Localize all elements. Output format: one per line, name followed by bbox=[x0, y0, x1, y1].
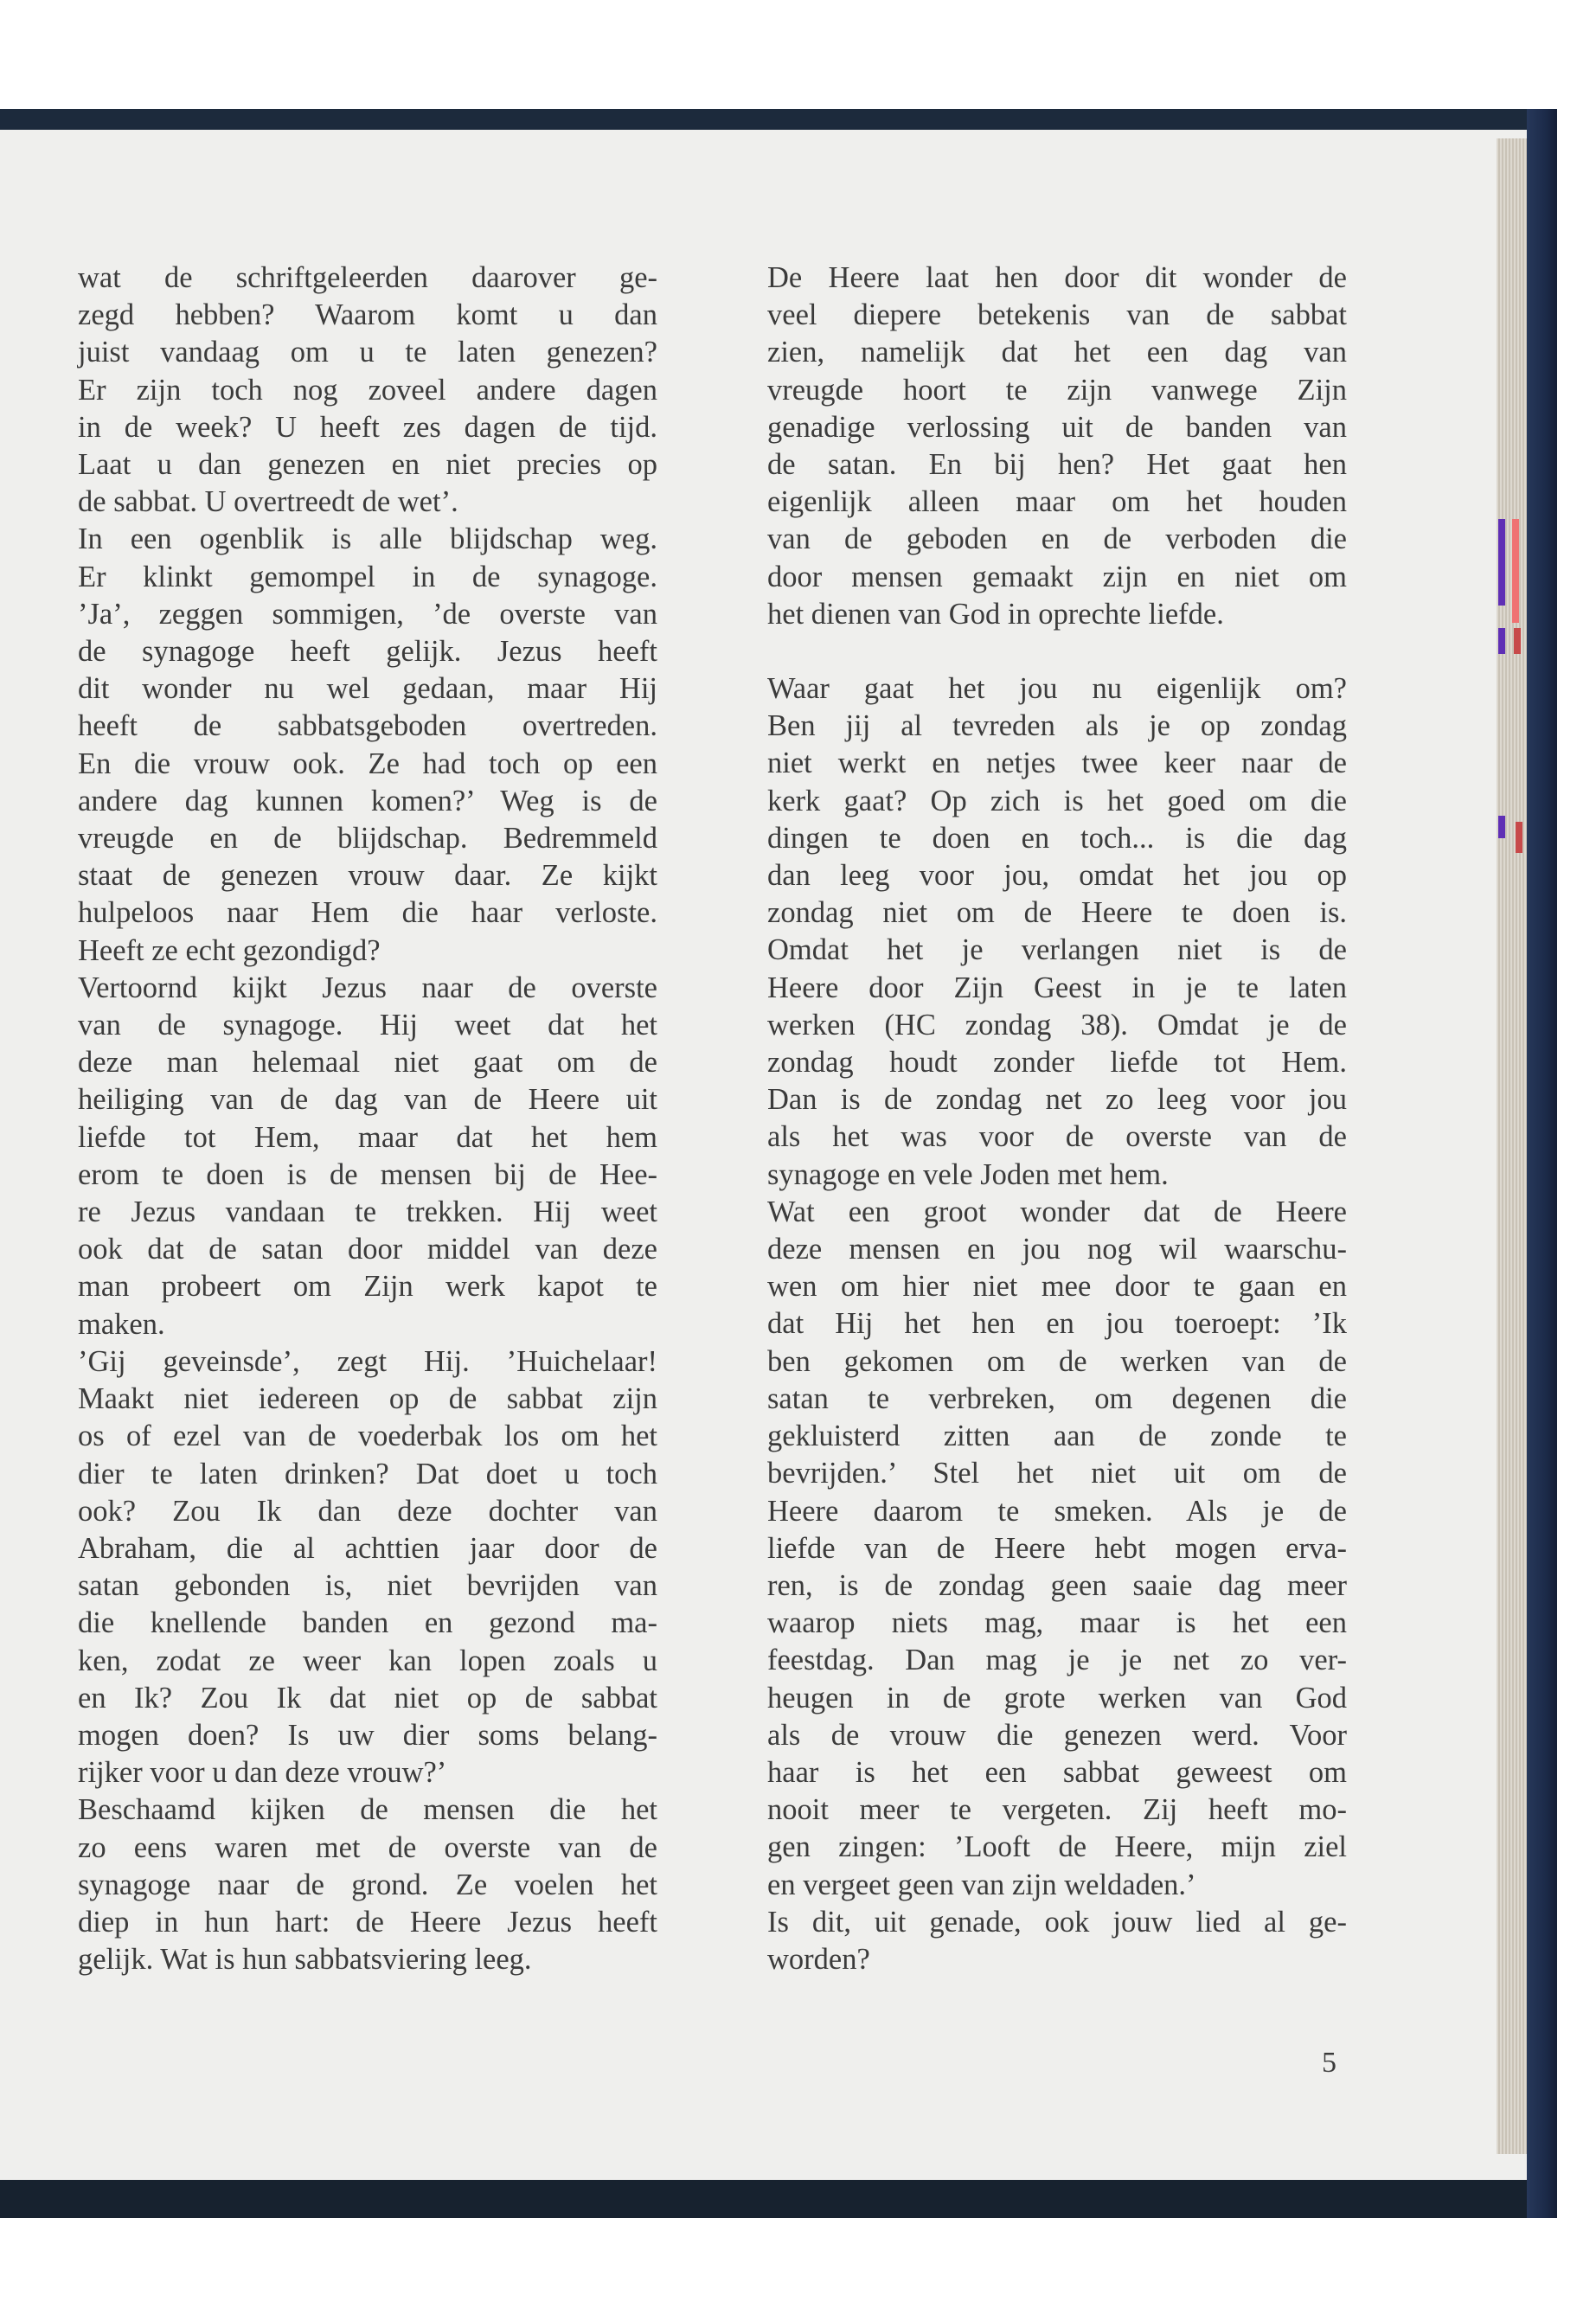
text-line: ook? Zou Ik dan deze dochter van bbox=[78, 1494, 657, 1528]
index-tab-purple-lower bbox=[1498, 816, 1505, 838]
text-line: ren, is de zondag geen saaie dag meer bbox=[767, 1568, 1347, 1602]
text-line: De Heere laat hen door dit wonder de bbox=[767, 261, 1347, 294]
text-line: dat Hij het hen en jou toeroept: ’Ik bbox=[767, 1307, 1347, 1341]
text-line: diep in hun hart: de Heere Jezus heeft bbox=[78, 1905, 657, 1939]
text-line: Dan is de zondag net zo leeg voor jou bbox=[767, 1083, 1347, 1117]
text-line: ’Gij geveinsde’, zegt Hij. ’Huichelaar! bbox=[78, 1344, 657, 1378]
text-line: gekluisterd zitten aan de zonde te bbox=[767, 1420, 1347, 1453]
text-line: als de vrouw die genezen werd. Voor bbox=[767, 1718, 1347, 1752]
text-line: Omdat het je verlangen niet is de bbox=[767, 933, 1347, 967]
text-line: zo eens waren met de overste van de bbox=[78, 1830, 657, 1864]
scan-border-bottom bbox=[0, 2178, 1557, 2218]
text-line: heiliging van de dag van de Heere uit bbox=[78, 1083, 657, 1117]
text-line: Beschaamd kijken de mensen die het bbox=[78, 1793, 657, 1827]
text-line: Is dit, uit genade, ook jouw lied al ge- bbox=[767, 1905, 1347, 1939]
text-line: veel diepere betekenis van de sabbat bbox=[767, 298, 1347, 332]
text-line: mogen doen? Is uw dier soms belang- bbox=[78, 1718, 657, 1752]
text-line: ken, zodat ze weer kan lopen zoals u bbox=[78, 1644, 657, 1677]
text-line: In een ogenblik is alle blijdschap weg. bbox=[78, 522, 657, 556]
text-line: gelijk. Wat is hun sabbatsviering leeg. bbox=[78, 1943, 532, 1977]
text-line: wen om hier niet mee door te gaan en bbox=[767, 1270, 1347, 1304]
text-line: Heere daarom te smeken. Als je de bbox=[767, 1494, 1347, 1528]
text-line: Er zijn toch nog zoveel andere dagen bbox=[78, 373, 657, 407]
text-line: ook dat de satan door middel van deze bbox=[78, 1233, 657, 1266]
text-line: Heere door Zijn Geest in je te laten bbox=[767, 971, 1347, 1004]
text-line: worden? bbox=[767, 1942, 870, 1976]
left-column bbox=[78, 260, 657, 1978]
text-line: feestdag. Dan mag je je net zo ver- bbox=[767, 1644, 1347, 1677]
index-tab-coral bbox=[1512, 519, 1519, 623]
index-tab-purple bbox=[1498, 519, 1505, 606]
text-line: Heeft ze echt gezondigd? bbox=[78, 933, 381, 967]
text-line: eigenlijk alleen maar om het houden bbox=[767, 485, 1347, 519]
text-line: en vergeet geen van zijn weldaden.’ bbox=[767, 1868, 1196, 1901]
text-line: hulpeloos naar Hem die haar verloste. bbox=[78, 896, 657, 930]
text-line: dan leeg voor jou, omdat het jou op bbox=[767, 859, 1347, 893]
text-line: synagoge en vele Joden met hem. bbox=[767, 1157, 1169, 1191]
page-number: 5 bbox=[1322, 2047, 1336, 2079]
text-line: satan gebonden is, niet bevrijden van bbox=[78, 1569, 657, 1603]
text-line: en Ik? Zou Ik dat niet op de sabbat bbox=[78, 1681, 657, 1715]
text-line: het dienen van God in oprechte liefde. bbox=[767, 597, 1224, 631]
index-tab-red-small bbox=[1514, 628, 1521, 654]
text-line: ’Ja’, zeggen sommigen, ’de overste van bbox=[78, 597, 657, 631]
text-line: vreugde hoort te zijn vanwege Zijn bbox=[767, 373, 1347, 407]
text-line: Ben jij al tevreden als je op zondag bbox=[767, 709, 1347, 743]
text-line: Abraham, die al achttien jaar door de bbox=[78, 1531, 657, 1565]
text-line: liefde tot Hem, maar dat het hem bbox=[78, 1120, 657, 1154]
text-line: dier te laten drinken? Dat doet u toch bbox=[78, 1457, 657, 1490]
text-line: zegd hebben? Waarom komt u dan bbox=[78, 298, 657, 332]
text-line: andere dag kunnen komen?’ Weg is de bbox=[78, 784, 657, 817]
text-line: ben gekomen om de werken van de bbox=[767, 1344, 1347, 1378]
text-line: als het was voor de overste van de bbox=[767, 1120, 1347, 1154]
text-line: nooit meer te vergeten. Zij heeft mo- bbox=[767, 1793, 1347, 1827]
text-line: werken (HC zondag 38). Omdat je de bbox=[767, 1008, 1347, 1042]
paragraph-gap bbox=[767, 633, 1347, 670]
index-tab-red-lower bbox=[1516, 822, 1522, 853]
text-line: juist vandaag om u te laten genezen? bbox=[78, 336, 657, 369]
text-line: die knellende banden en gezond ma- bbox=[78, 1606, 657, 1640]
text-line: vreugde en de blijdschap. Bedremmeld bbox=[78, 822, 657, 856]
text-line: maken. bbox=[78, 1307, 165, 1341]
text-line: zondag houdt zonder liefde tot Hem. bbox=[767, 1046, 1347, 1080]
text-line: niet werkt en netjes twee keer naar de bbox=[767, 747, 1347, 780]
text-line: Maakt niet iedereen op de sabbat zijn bbox=[78, 1382, 657, 1416]
text-line: kerk gaat? Op zich is het goed om die bbox=[767, 784, 1347, 817]
text-line: in de week? U heeft zes dagen de tijd. bbox=[78, 410, 657, 444]
text-line: van de geboden en de verboden die bbox=[767, 522, 1347, 556]
text-line: Wat een groot wonder dat de Heere bbox=[767, 1195, 1347, 1228]
book-cover-edge bbox=[1527, 109, 1557, 2218]
text-line: Er klinkt gemompel in de synagoge. bbox=[78, 560, 657, 593]
text-line: synagoge naar de grond. Ze voelen het bbox=[78, 1868, 657, 1901]
text-line: zondag niet om de Heere te doen is. bbox=[767, 896, 1347, 930]
text-line: bevrijden.’ Stel het niet uit om de bbox=[767, 1457, 1347, 1490]
text-line: genadige verlossing uit de banden van bbox=[767, 410, 1347, 444]
text-line: de satan. En bij hen? Het gaat hen bbox=[767, 448, 1347, 482]
text-line: heeft de sabbatsgeboden overtreden. bbox=[78, 709, 657, 743]
text-line: de sabbat. U overtreedt de wet’. bbox=[78, 485, 458, 519]
index-tab-purple-small bbox=[1498, 628, 1505, 654]
text-line: door mensen gemaakt zijn en niet om bbox=[767, 560, 1347, 593]
text-line: dit wonder nu wel gedaan, maar Hij bbox=[78, 672, 657, 706]
text-line: wat de schriftgeleerden daarover ge- bbox=[78, 261, 657, 294]
text-line: Laat u dan genezen en niet precies op bbox=[78, 448, 657, 482]
text-line: re Jezus vandaan te trekken. Hij weet bbox=[78, 1195, 657, 1229]
text-line: Vertoornd kijkt Jezus naar de overste bbox=[78, 971, 657, 1004]
text-line: heugen in de grote werken van God bbox=[767, 1681, 1347, 1715]
text-line: zien, namelijk dat het een dag van bbox=[767, 336, 1347, 369]
text-line: rijker voor u dan deze vrouw?’ bbox=[78, 1756, 447, 1790]
text-line: dingen te doen en toch... is die dag bbox=[767, 821, 1347, 855]
text-line: liefde van de Heere hebt mogen erva- bbox=[767, 1531, 1347, 1565]
text-line: erom te doen is de mensen bij de Hee- bbox=[78, 1157, 657, 1191]
text-line: haar is het een sabbat geweest om bbox=[767, 1755, 1347, 1789]
right-column bbox=[767, 260, 1347, 1978]
text-line: deze mensen en jou nog wil waarschu- bbox=[767, 1233, 1347, 1266]
text-line: os of ezel van de voederbak los om het bbox=[78, 1420, 657, 1453]
text-line: man probeert om Zijn werk kapot te bbox=[78, 1270, 657, 1304]
text-line: van de synagoge. Hij weet dat het bbox=[78, 1009, 657, 1042]
text-line: Waar gaat het jou nu eigenlijk om? bbox=[767, 672, 1347, 706]
text-line: deze man helemaal niet gaat om de bbox=[78, 1046, 657, 1080]
text-line: waarop niets mag, maar is het een bbox=[767, 1606, 1347, 1640]
text-line: staat de genezen vrouw daar. Ze kijkt bbox=[78, 859, 657, 893]
text-line: de synagoge heeft gelijk. Jezus heeft bbox=[78, 635, 657, 669]
page-edges bbox=[1497, 138, 1528, 2154]
text-line: gen zingen: ’Looft de Heere, mijn ziel bbox=[767, 1830, 1347, 1864]
text-line: En die vrouw ook. Ze had toch op een bbox=[78, 747, 657, 780]
text-line: satan te verbreken, om degenen die bbox=[767, 1381, 1347, 1415]
